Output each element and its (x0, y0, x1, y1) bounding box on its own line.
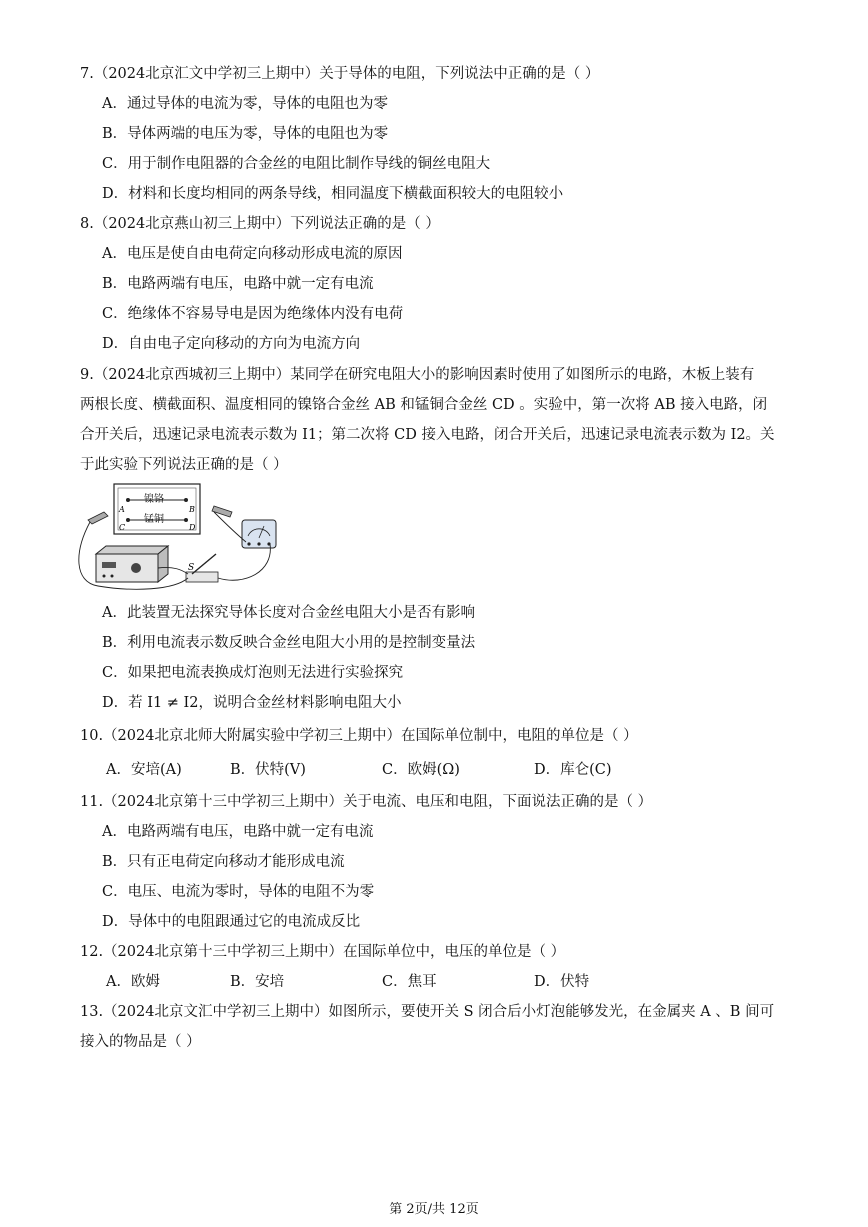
power-knob-icon (131, 563, 141, 573)
label-s: S (188, 563, 195, 573)
q11-option-c: C．电压、电流为零时，导体的电阻不为零 (102, 884, 375, 900)
switch (186, 572, 218, 582)
q8-stem: 8.（2024北京燕山初三上期中）下列说法正确的是（ ） (80, 216, 440, 232)
q10-option-c: C．欧姆(Ω) (382, 762, 460, 778)
right-clip-icon (212, 506, 232, 517)
q12-option-b: B．安培 (230, 974, 285, 990)
q9-stem-line-2: 两根长度、横截面积、温度相同的镍铬合金丝 AB 和锰铜合金丝 CD 。实验中，第一次将 AB 接入电路，闭 (80, 397, 768, 413)
circuit-diagram (74, 482, 294, 594)
label-manganin: 锰铜 (144, 514, 164, 525)
q10-stem: 10.（2024北京北师大附属实验中学初三上期中）在国际单位制中，电阻的单位是（ ） (80, 728, 638, 744)
wooden-board (114, 484, 200, 534)
q12-option-a: A．欧姆 (106, 974, 160, 990)
page-footer: 第 2页/共 12页 (389, 1202, 479, 1217)
label-a: A (119, 505, 125, 514)
q12-option-d: D．伏特 (534, 974, 590, 990)
q11-stem: 11.（2024北京第十三中学初三上期中）关于电流、电压和电阻，下面说法正确的是（ ） (80, 794, 653, 810)
q13-stem-line-1: 13.（2024北京文汇中学初三上期中）如图所示，要使开关 S 闭合后小灯泡能够发光，在金属夹 A 、B 间可 (80, 1004, 775, 1020)
q7-stem: 7.（2024北京汇文中学初三上期中）关于导体的电阻，下列说法中正确的是（ ） (80, 66, 600, 82)
q8-option-a: A．电压是使自由电荷定向移动形成电流的原因 (102, 246, 403, 262)
q12-stem: 12.（2024北京第十三中学初三上期中）在国际单位中，电压的单位是（ ） (80, 944, 566, 960)
q13-stem-line-2: 接入的物品是（ ） (80, 1034, 201, 1050)
q9-stem-line-4: 于此实验下列说法正确的是（ ） (80, 457, 288, 473)
q9-option-a: A．此装置无法探究导体长度对合金丝电阻大小是否有影响 (102, 605, 475, 621)
q7-option-c: C．用于制作电阻器的合金丝的电阻比制作导线的铜丝电阻大 (102, 156, 491, 172)
q9-stem-line-1: 9.（2024北京西城初三上期中）某同学在研究电阻大小的影响因素时使用了如图所示的电路，木板上装有 (80, 367, 755, 383)
q10-option-b: B．伏特(V) (230, 762, 306, 778)
q7-option-a: A．通过导体的电流为零，导体的电阻也为零 (102, 96, 388, 112)
q9-stem-line-3: 合开关后，迅速记录电流表示数为 I1；第二次将 CD 接入电路，闭合开关后，迅速记录电流表示数为 I2。关 (80, 427, 775, 443)
label-c: C (119, 523, 126, 532)
q9-circuit-figure (74, 482, 294, 594)
q11-option-a: A．电路两端有电压，电路中就一定有电流 (102, 824, 374, 840)
left-clip-icon (88, 512, 108, 524)
q8-option-d: D．自由电子定向移动的方向为电流方向 (102, 336, 361, 352)
q8-option-b: B．电路两端有电压，电路中就一定有电流 (102, 276, 374, 292)
label-nichrome: 镍铬 (144, 494, 164, 505)
q8-option-c: C．绝缘体不容易导电是因为绝缘体内没有电荷 (102, 306, 404, 322)
q12-option-c: C．焦耳 (382, 974, 437, 990)
q11-option-b: B．只有正电荷定向移动才能形成电流 (102, 854, 345, 870)
q10-option-a: A．安培(A) (106, 762, 182, 778)
label-d: D (189, 523, 196, 532)
q9-option-b: B．利用电流表示数反映合金丝电阻大小用的是控制变量法 (102, 635, 476, 651)
q11-option-d: D．导体中的电阻跟通过它的电流成反比 (102, 914, 361, 930)
q7-option-b: B．导体两端的电压为零，导体的电阻也为零 (102, 126, 389, 142)
q9-option-d: D．若 I1 ≠ I2，说明合金丝材料影响电阻大小 (102, 695, 402, 711)
label-b: B (189, 505, 195, 514)
q9-option-c: C．如果把电流表换成灯泡则无法进行实验探究 (102, 665, 404, 681)
q7-option-d: D．材料和长度均相同的两条导线，相同温度下横截面积较大的电阻较小 (102, 186, 564, 202)
q10-option-d: D．库仑(C) (534, 762, 612, 778)
